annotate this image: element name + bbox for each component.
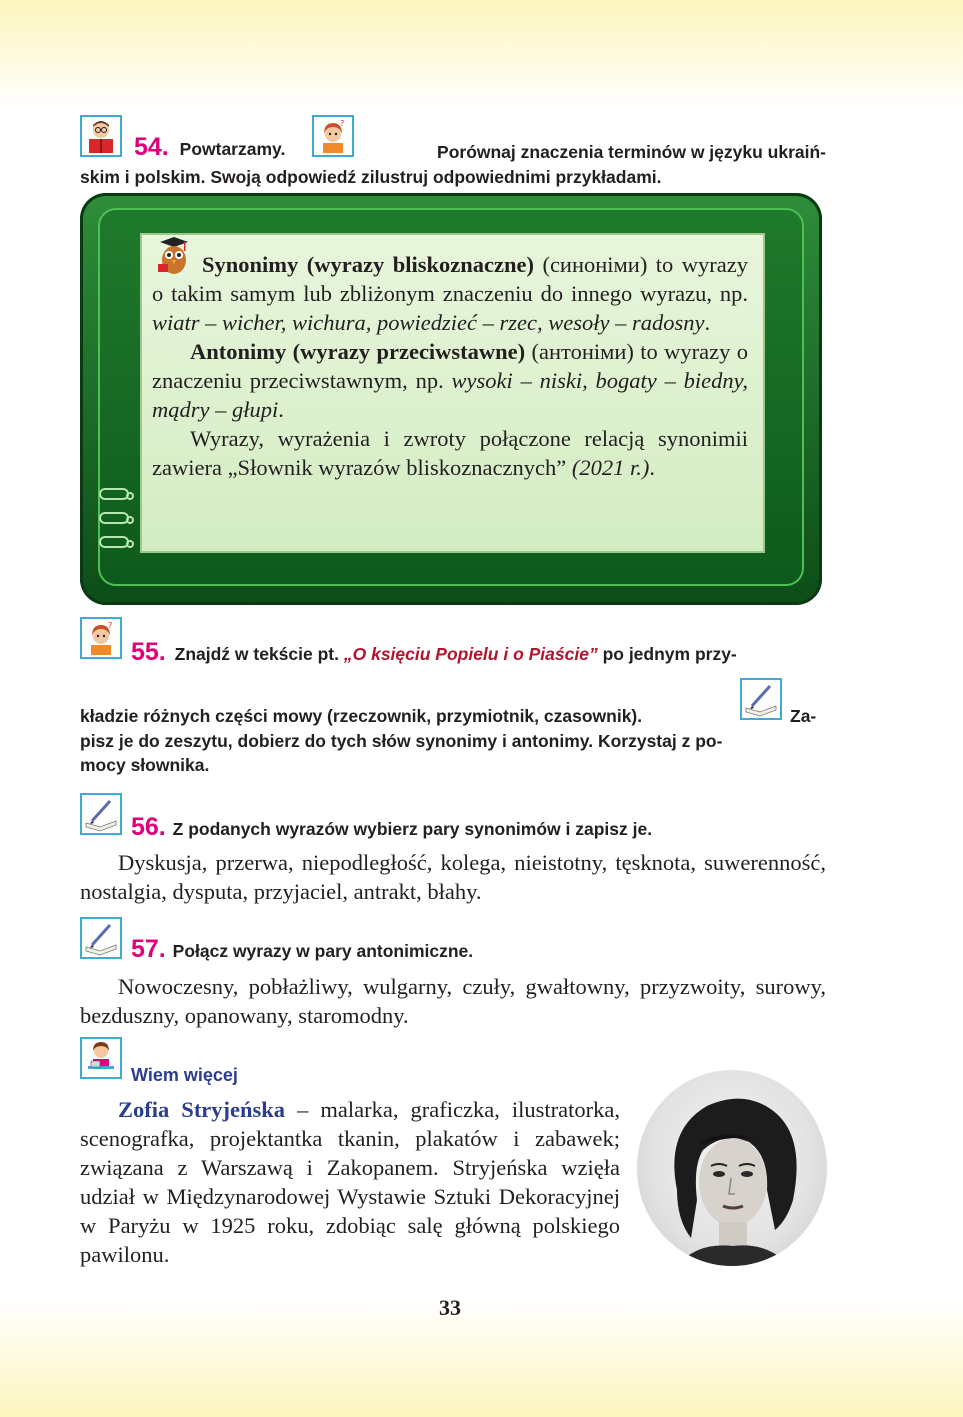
task-56-number: 56.: [131, 813, 166, 841]
writing-pen-icon: [740, 678, 782, 720]
writing-pen-icon: [80, 917, 122, 959]
task-57-number: 57.: [131, 935, 166, 963]
task-55-line1: 55. Znajdź w tekście pt. „O księciu Popielu i o Piaście” po jednym przy-: [131, 638, 737, 666]
wiem-wiecej-heading: Wiem więcej: [131, 1065, 238, 1085]
board-button-2: [99, 512, 129, 524]
writing-pen-icon: [80, 793, 122, 835]
reading-boy-icon: [80, 115, 122, 157]
task-56-words: Dyskusja, przerwa, niepodległość, kolega, nieistotny, tęsknota, suwerenność, nostalgia, dysputa, przyjaciel, antrakt, błahy.: [80, 850, 826, 904]
stryjenska-bio: – malarka, graficzka, ilustratorka, scenografka, projektantka tkanin, plakatów i zabawek; związana z Warszawą i Zakopanem. Stryjeńska wzięła udział w Międzynarodowej Wystawie Sztuki Dekoracyjnej w Paryżu w 1925 roku, zdobiąc salę główną polskiego pawilonu.: [80, 1097, 620, 1267]
task-55-line4: mocy słownika.: [80, 755, 210, 775]
page-number: 33: [439, 1295, 461, 1320]
board-text: [152, 250, 748, 482]
task-57-header: [131, 937, 826, 964]
task-55-line2: kładzie różnych części mowy (rzeczownik, przymiotnik, czasownik).: [80, 706, 643, 726]
antonyms-gloss: (антоніми): [525, 339, 634, 364]
task-55-number: 55.: [131, 638, 166, 666]
thinking-girl-icon: [312, 115, 354, 157]
synonyms-examples: wiatr – wicher, wichura, powiedzieć – rzec, wesoły – radosny: [152, 310, 705, 335]
task-55-line2-end: Za-: [790, 706, 817, 726]
svg-text:?: ?: [340, 119, 345, 128]
task-54-number: 54.: [134, 133, 169, 161]
task-57-instruction: Połącz wyrazy w pary antonimiczne.: [172, 941, 474, 961]
svg-text:?: ?: [108, 621, 113, 630]
thinking-girl-icon: [80, 617, 122, 659]
task-56-instruction: Z podanych wyrazów wybierz pary synonimów i zapisz je.: [172, 819, 653, 839]
antonyms-definition: to wyrazy o znaczeniu przeciwstawnym, np.: [152, 339, 748, 393]
antonyms-paragraph: Antonimy (wyrazy przeciwstawne) (антоніми) to wyrazy o znaczeniu przeciwstawnym, np. wysoki – niski, bogaty – biedny, mądry – głupi.: [152, 339, 748, 422]
girl-with-laptop-icon: [80, 1037, 122, 1079]
stryjenska-paragraph: [80, 1095, 620, 1269]
synonyms-definition: to wyrazy o takim samym lub zbliżonym znaczeniu do innego wyrazu, np.: [152, 252, 749, 306]
task-57-words: Nowoczesny, pobłażliwy, wulgarny, czuły, gwałtowny, przyzwoity, surowy, bezduszny, opanowany, staromodny.: [80, 974, 826, 1028]
task-55-intro: Znajdź w tekście pt.: [174, 644, 344, 664]
task-54-label: Powtarzamy.: [179, 139, 286, 159]
synonyms-gloss: (синоніми): [533, 252, 648, 277]
board-button-3: [99, 536, 129, 548]
task-56-header: [131, 815, 826, 842]
synonyms-paragraph: Synonimy (wyrazy bliskoznaczne) (синоніми) to wyrazy o takim samym lub zbliżonym znaczeniu do innego wyrazu, np. wiatr – wicher, wichura, powiedzieć – rzec, wesoły – radosny.: [152, 252, 749, 335]
synonyms-term: Synonimy (wyrazy bliskoznaczne): [202, 252, 534, 277]
dictionary-paragraph: Wyrazy, wyrażenia i zwroty połączone relacją synonimii zawiera „Słownik wyrazów bliskoznacznych” (2021 r.).: [152, 426, 748, 480]
board-button-1: [99, 488, 129, 500]
antonyms-examples: wysoki – niski, bogaty – biedny, mądry – głupi: [152, 368, 748, 422]
stryjenska-portrait: [637, 1070, 827, 1266]
dictionary-year: (2021 r.): [571, 455, 650, 480]
task-55-line3: pisz je do zeszytu, dobierz do tych słów synonimy i antonimy. Korzystaj z po-: [80, 731, 723, 751]
antonyms-term: Antonimy (wyrazy przeciwstawne): [190, 339, 526, 364]
dictionary-text: Wyrazy, wyrażenia i zwroty połączone relacją synonimii zawiera „Słownik wyrazów bliskoznacznych”: [152, 426, 748, 480]
task-54-line1: Porównaj znaczenia terminów w języku ukraiń-: [437, 142, 826, 162]
stryjenska-name: Zofia Stryjeńska: [118, 1097, 286, 1122]
task-55-title: „O księciu Popielu i o Piaście”: [343, 644, 598, 664]
task-54-line2: skim i polskim. Swoją odpowiedź zilustruj odpowiednimi przykładami.: [80, 167, 662, 187]
